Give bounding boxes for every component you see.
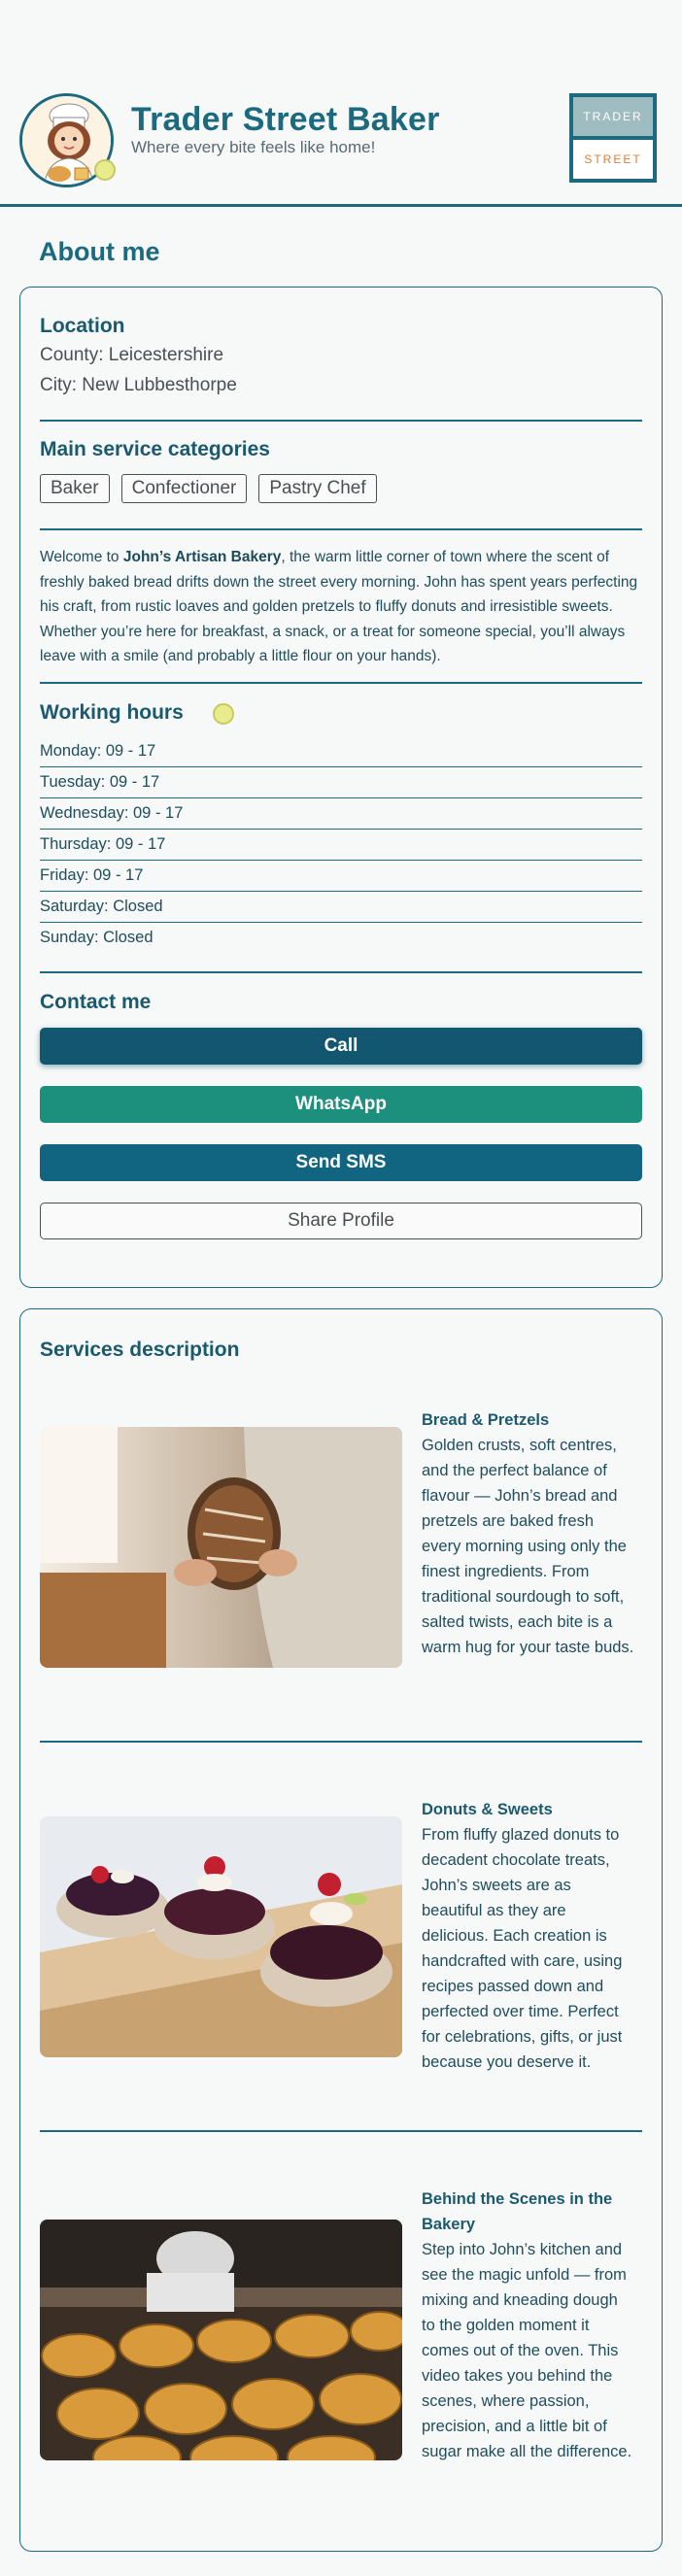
hours-row-monday: Monday: 09 - 17 (40, 736, 642, 767)
category-chip-pastry-chef: Pastry Chef (258, 474, 376, 503)
service-description: From fluffy glazed donuts to decadent chocolate treats, John’s sweets are as beautiful as they are delicious. Each creation is handcrafted with care, using recipes passed down and perfected over time. Perfect for celebrations, gifts, or just because you deserve it. (422, 1826, 623, 2071)
about-card (19, 287, 663, 1288)
service-description: Step into John’s kitchen and see the magic unfold — from mixing and kneading dough to the golden moment it comes out of the oven. This video takes you behind the scenes, where passion, precision, and a little bit of sugar make all the difference. (422, 2241, 632, 2460)
intro-paragraph (40, 545, 642, 669)
category-chips (40, 474, 377, 503)
category-chip-confectioner: Confectioner (121, 474, 248, 503)
donuts-image[interactable] (40, 1816, 402, 2057)
services-card (19, 1308, 663, 2552)
contact-heading: Contact me (40, 991, 152, 1013)
services-heading: Services description (40, 1339, 240, 1361)
intro-text-rest: , the warm little corner of town where the scent of freshly baked bread drifts down the street every morning. John has spent years perfecting his craft, from rustic loaves and golden pretzels to fluffy donuts and irresistible sweets. Whether you’re here for breakfast, a snack, or a treat for someone special, you’ll always leave with a smile (and probably a little flour on your hands). (40, 549, 638, 664)
send-sms-button[interactable]: Send SMS (40, 1144, 642, 1181)
bakery-video-image[interactable] (40, 2220, 402, 2460)
service-description: Golden crusts, soft centres, and the perfect balance of flavour — John’s bread and pretzels are baked fresh every morning using only the finest ingredients. From traditional sourdough to soft, salted twists, each bite is a warm hug for your taste buds. (422, 1437, 634, 1656)
service-title: Bread & Pretzels (422, 1411, 550, 1429)
service-donuts (422, 1797, 635, 2075)
status-dot (94, 159, 116, 181)
hours-row-saturday: Saturday: Closed (40, 892, 642, 923)
county-text: County: Leicestershire (40, 345, 224, 365)
site-title: Trader Street Baker (131, 101, 440, 138)
city-text: City: New Lubbesthorpe (40, 375, 237, 395)
service-title: Behind the Scenes in the Bakery (422, 2190, 613, 2233)
working-hours-list (40, 736, 642, 954)
location-heading: Location (40, 315, 125, 337)
whatsapp-button[interactable]: WhatsApp (40, 1086, 642, 1123)
hours-heading: Working hours (40, 701, 184, 724)
divider (40, 682, 642, 684)
service-behind-scenes (422, 2186, 635, 2464)
about-heading: About me (39, 237, 160, 266)
hours-row-wednesday: Wednesday: 09 - 17 (40, 798, 642, 830)
trader-street-logo[interactable] (569, 93, 657, 183)
service-bread (422, 1407, 635, 1660)
divider (40, 1741, 642, 1743)
share-profile-button[interactable]: Share Profile (40, 1203, 642, 1239)
divider (40, 2130, 642, 2132)
divider (40, 528, 642, 530)
bakery-name: John’s Artisan Bakery (122, 549, 282, 565)
call-button[interactable]: Call (40, 1028, 642, 1065)
site-tagline: Where every bite feels like home! (131, 138, 376, 156)
hours-indicator-dot (213, 703, 234, 725)
divider (40, 420, 642, 422)
hours-row-friday: Friday: 09 - 17 (40, 861, 642, 892)
bread-image[interactable] (40, 1427, 402, 1668)
hours-row-sunday: Sunday: Closed (40, 929, 153, 946)
intro-text-start: Welcome to (40, 549, 123, 565)
hours-row-thursday: Thursday: 09 - 17 (40, 830, 642, 861)
divider (40, 971, 642, 973)
categories-heading: Main service categories (40, 438, 270, 460)
category-chip-baker: Baker (40, 474, 110, 503)
hours-row-tuesday: Tuesday: 09 - 17 (40, 767, 642, 798)
site-header (0, 0, 682, 207)
service-title: Donuts & Sweets (422, 1801, 553, 1818)
logo-top-text: TRADER (573, 97, 653, 136)
logo-bottom-text: STREET (573, 140, 653, 179)
